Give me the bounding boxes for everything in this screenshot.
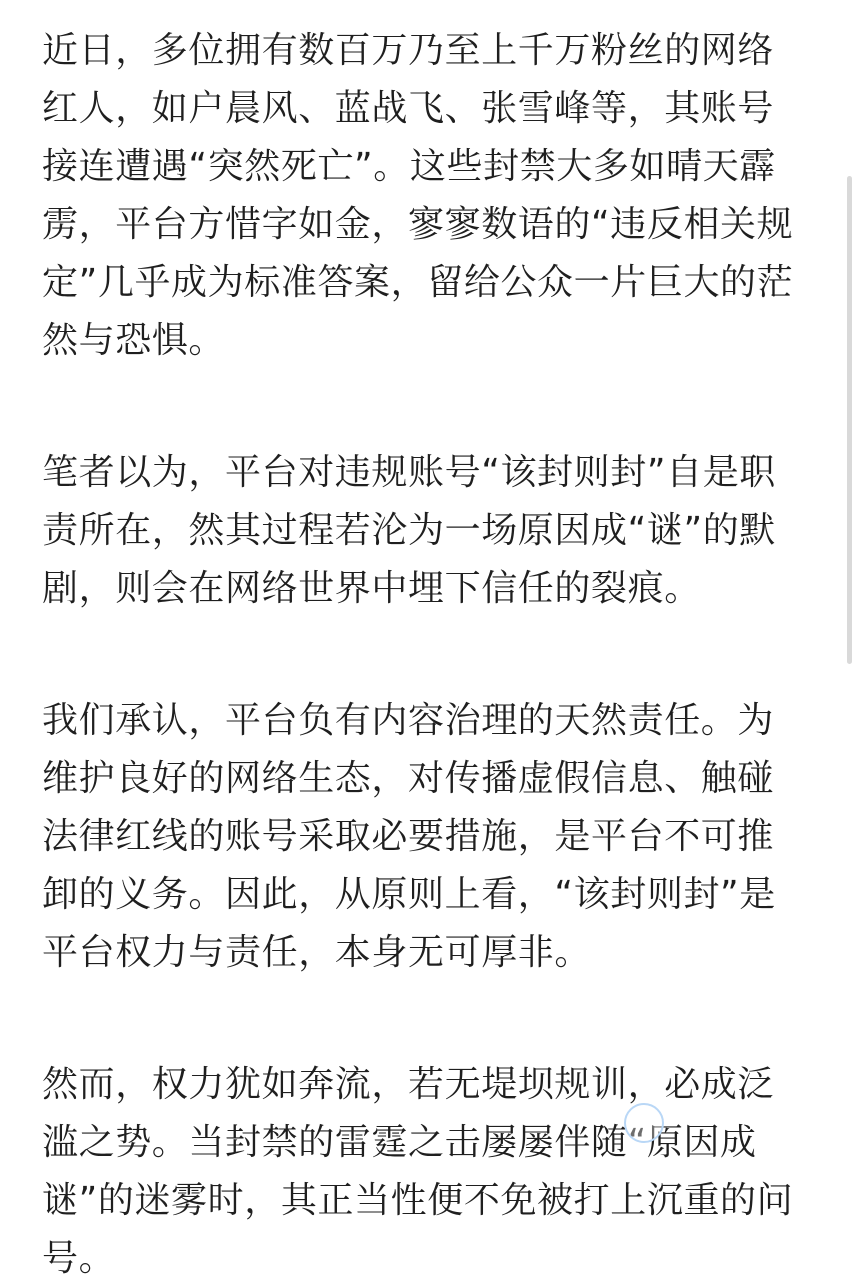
circle-indicator-icon[interactable] (624, 1103, 664, 1143)
text-line: 维护良好的网络生态，对传播虚假信息、触碰 (42, 758, 775, 799)
paragraph-3 (42, 692, 810, 982)
text-line: 号。 (42, 1238, 116, 1279)
text-line: 法律红线的账号采取必要措施，是平台不可推 (42, 816, 775, 857)
vertical-scrollbar[interactable] (847, 176, 852, 664)
text-line: 然与恐惧。 (42, 320, 226, 361)
paragraph-1 (42, 22, 810, 370)
paragraph-gap (42, 618, 810, 692)
paragraph-gap (42, 370, 810, 444)
text-line: 平台权力与责任，本身无可厚非。 (42, 932, 592, 973)
paragraph-gap (42, 982, 810, 1056)
text-line: 谜”的迷雾时，其正当性便不免被打上沉重的问 (42, 1180, 794, 1221)
paragraph-4 (42, 1056, 810, 1288)
text-line: 责所在，然其过程若沦为一场原因成“谜”的默 (42, 510, 776, 551)
text-line: 定”几乎成为标准答案，留给公众一片巨大的茫 (42, 262, 794, 303)
text-line: 笔者以为，平台对违规账号“该封则封”自是职 (42, 452, 776, 493)
paragraph-2 (42, 444, 810, 618)
text-line: 近日，多位拥有数百万乃至上千万粉丝的网络 (42, 30, 775, 71)
text-line: 卸的义务。因此，从原则上看，“该封则封”是 (42, 874, 776, 915)
text-line: 我们承认，平台负有内容治理的天然责任。为 (42, 700, 775, 741)
text-line: 红人，如户晨风、蓝战飞、张雪峰等，其账号 (42, 88, 775, 129)
text-line: 滥之势。当封禁的雷霆之击屡屡伴随“原因成 (42, 1122, 757, 1163)
text-line: 雳，平台方惜字如金，寥寥数语的“违反相关规 (42, 204, 794, 245)
text-line: 剧，则会在网络世界中埋下信任的裂痕。 (42, 568, 701, 609)
article-body (42, 22, 810, 1288)
text-line: 接连遭遇“突然死亡”。这些封禁大多如晴天霹 (42, 146, 776, 187)
text-line: 然而，权力犹如奔流，若无堤坝规训，必成泛 (42, 1064, 775, 1105)
